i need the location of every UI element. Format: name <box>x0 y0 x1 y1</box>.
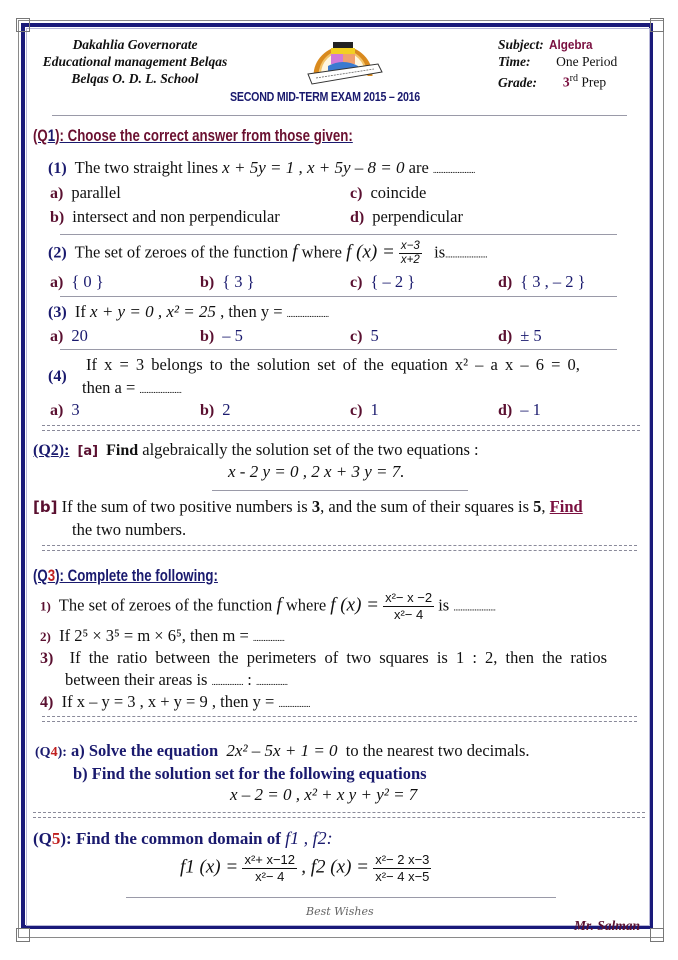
q2-divider <box>212 490 468 491</box>
q1-item-4-number: (4) <box>48 368 67 385</box>
section-separator <box>42 545 637 551</box>
q3-item-2: 2) If 2⁵ × 3⁵ = m × 6⁵, then m = .................. <box>40 626 285 645</box>
q1-item-4-line2: then a = ........................ <box>82 378 182 397</box>
q1-4-option-a[interactable]: a) 3 <box>50 400 80 419</box>
section-separator <box>33 812 645 818</box>
subject-label: Subject: <box>498 37 544 52</box>
q1-4-option-d[interactable]: d) – 1 <box>498 400 541 419</box>
q2-equations: x - 2 y = 0 , 2 x + 3 y = 7. <box>228 462 405 481</box>
q1-divider <box>60 234 617 235</box>
q1-divider <box>60 349 617 350</box>
part-a-marker: [a] <box>77 444 99 459</box>
header-exam-info <box>498 36 617 91</box>
q4-part-a: (Q4): a) Solve the equation 2x² – 5x + 1 = 0 to the nearest two decimals. <box>35 741 530 760</box>
section-separator <box>42 716 637 722</box>
q3-item-3-line1: 3) If the ratio between the perimeters of two squares is 1 : 2, then the ratios <box>40 648 608 667</box>
q1-1-option-d[interactable]: d) perpendicular <box>350 207 463 226</box>
time-label: Time: <box>498 54 531 69</box>
q1-4-option-b[interactable]: b) 2 <box>200 400 231 419</box>
header-governorate: Dakahlia Governorate <box>72 37 198 52</box>
q3-item-4: 4) If x – y = 3 , x + y = 9 , then y = .................. <box>40 692 310 711</box>
q1-divider <box>60 296 617 297</box>
q1-3-option-c[interactable]: c) 5 <box>350 326 379 345</box>
q3-item-3-line2: between their areas is .................. : .................. <box>65 670 288 689</box>
header-school-info <box>32 36 238 87</box>
q1-2-option-c[interactable]: c) { – 2 } <box>350 272 416 291</box>
q3-item-1: 1) The set of zeroes of the function f where f (x) = $\frac{\text{x²− x −2}}{\text{x²− 4}}$ is ........................ <box>40 590 496 622</box>
q2-part-b-line2: the two numbers. <box>72 520 187 539</box>
school-logo-icon <box>300 28 386 88</box>
q1-2-option-b[interactable]: b) { 3 } <box>200 272 255 291</box>
exam-title: SECOND MID-TERM EXAM 2015 – 2016 <box>230 89 420 104</box>
section-separator <box>42 425 640 431</box>
q2-part-a: (Q2): [a] Find algebraically the solution set of the two equations : <box>33 440 479 459</box>
fraction: $\frac{x-3}{x+2}$ <box>400 240 420 266</box>
f1-fraction: $\frac{\text{x²+ x−12}}{\text{x²− 4}}$ <box>244 852 296 884</box>
q1-item-4-line1: If x = 3 belongs to the solution set of the equation x² – a x – 6 = 0, <box>86 355 580 374</box>
fraction: $\frac{\text{x²− x −2}}{\text{x²− 4}}$ <box>385 590 433 622</box>
header-management: Educational management Belqas <box>42 54 228 69</box>
frame-corner <box>16 18 30 32</box>
grade-rest: Prep <box>577 74 607 90</box>
grade-suffix: rd <box>569 73 578 84</box>
q1-item-3: (3) If x + y = 0 , x² = 25 , then y = ........................ <box>48 302 329 321</box>
header-school: Belqas O. D. L. School <box>71 71 199 86</box>
q1-1-option-c[interactable]: c) coincide <box>350 183 427 202</box>
q1-3-option-b[interactable]: b) – 5 <box>200 326 243 345</box>
best-wishes-signature: Best Wishes <box>306 905 374 918</box>
q1-1-option-a[interactable]: a) parallel <box>50 183 121 202</box>
frame-corner <box>650 928 664 942</box>
q1-item-2: (2) The set of zeroes of the function f where f (x) = $\frac{x-3}{x+2}$ is........................ <box>48 240 488 266</box>
f2-fraction: $\frac{\text{x²− 2 x−3}}{\text{x²− 4 x−5}}$ <box>375 852 430 884</box>
subject-value: Algebra <box>549 37 593 52</box>
q1-1-option-b[interactable]: b) intersect and non perpendicular <box>50 207 280 226</box>
frame-corner <box>16 928 30 942</box>
part-b-marker: [b] <box>33 498 58 516</box>
q2-heading: (Q2): <box>33 442 70 459</box>
q1-3-option-d[interactable]: d) ± 5 <box>498 326 542 345</box>
time-value: One Period <box>556 54 618 69</box>
q4-equations: x – 2 = 0 , x² + x y + y² = 7 <box>230 785 418 804</box>
q5-divider <box>126 897 556 898</box>
q4-heading: (Q4): <box>35 745 67 760</box>
header-divider <box>52 115 627 116</box>
q5-functions: f1 (x) = $\frac{\text{x²+ x−12}}{\text{x²− 4}}$ , f2 (x) = $\frac{\text{x²− 2 x−3}}{\text{x²− 4 x−5}}$ <box>180 852 430 884</box>
q1-item-1: (1) The two straight lines x + 5y = 1 , x + 5y – 8 = 0 are ........................ <box>48 158 475 177</box>
q5-heading: (Q5): Find the common domain of f1 , f2: <box>33 828 333 848</box>
q1-heading: (Q1): Choose the correct answer from those given: <box>33 126 353 145</box>
grade-label: Grade: <box>498 74 537 90</box>
author-name: Mr. Salman <box>574 918 641 933</box>
q2-part-b-line1: [b] If the sum of two positive numbers is 3, and the sum of their squares is 5, Find <box>33 497 583 516</box>
q1-2-option-a[interactable]: a) { 0 } <box>50 272 104 291</box>
q1-2-option-d[interactable]: d) { 3 , – 2 } <box>498 272 586 291</box>
frame-corner <box>650 18 664 32</box>
q3-heading: (Q3): Complete the following: <box>33 566 218 585</box>
q1-3-option-a[interactable]: a) 20 <box>50 326 88 345</box>
grade-number: 3 <box>562 74 570 90</box>
q4-part-b: b) Find the solution set for the following equations <box>73 764 427 783</box>
q1-4-option-c[interactable]: c) 1 <box>350 400 379 419</box>
